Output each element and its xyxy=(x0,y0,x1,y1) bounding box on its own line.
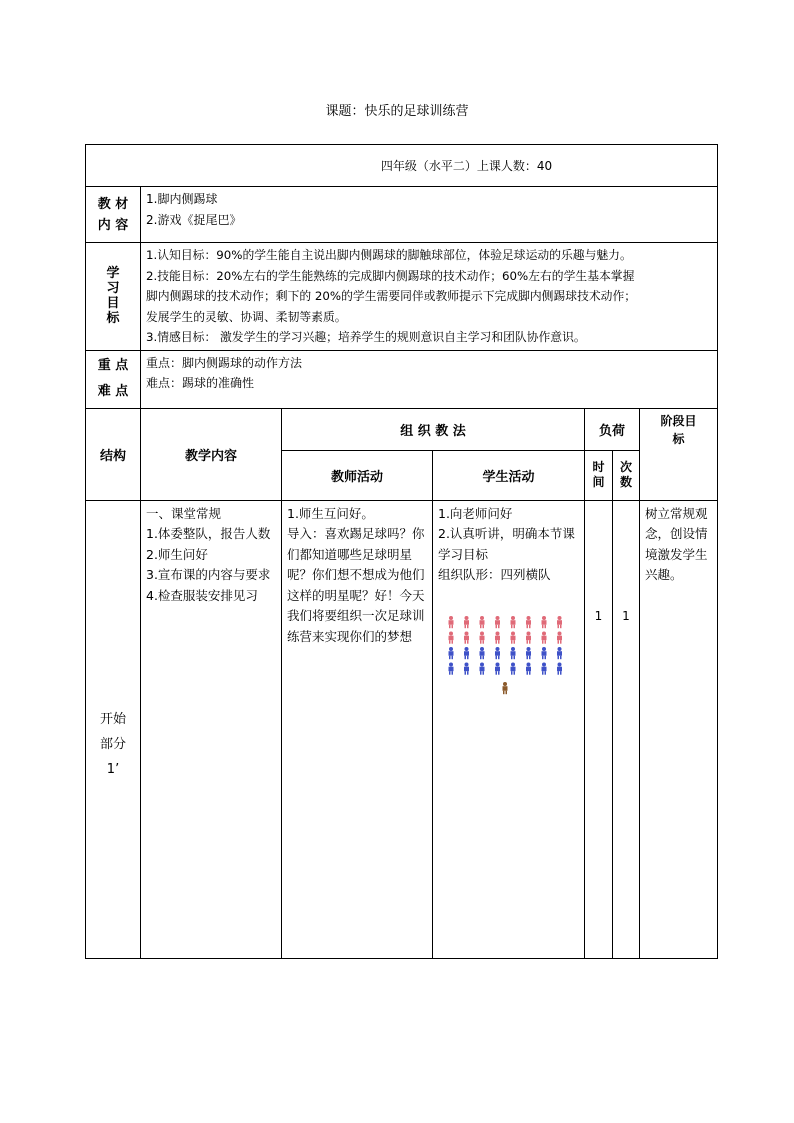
objectives-content xyxy=(141,243,718,351)
student-icon xyxy=(511,647,516,659)
student-icon xyxy=(526,631,531,643)
student-icon xyxy=(557,662,562,674)
start-structure xyxy=(86,500,141,958)
time-text: 时间 xyxy=(592,460,605,489)
content-line: 2.师生问好 xyxy=(146,546,208,562)
stage-goal-text: 阶段目标 xyxy=(660,413,697,446)
student-icon xyxy=(495,662,500,674)
header-stage-goal xyxy=(640,408,718,500)
student-icon xyxy=(495,616,500,628)
student-icon xyxy=(495,647,500,659)
student-icon xyxy=(464,616,469,628)
formation-diagram xyxy=(444,614,569,704)
objectives-label xyxy=(86,243,141,351)
student-icon xyxy=(464,631,469,643)
student-icon xyxy=(449,616,454,628)
student-icon xyxy=(526,647,531,659)
student-icon xyxy=(480,616,485,628)
teacher-line: 1.师生互问好。 xyxy=(287,505,374,521)
key-point: 重点：脚内侧踢球的动作方法 xyxy=(146,355,303,370)
start-section-row xyxy=(86,500,718,958)
structure-line: 开始 xyxy=(99,711,126,727)
objectives-label-char: 习 xyxy=(106,281,120,297)
header-teacher: 教师活动 xyxy=(282,450,433,500)
content-line: 1.体委整队，报告人数 xyxy=(146,526,271,541)
start-count: 1 xyxy=(613,500,640,958)
materials-label xyxy=(86,187,141,243)
teacher-line: 导入：喜欢踢足球吗？你们都知道哪些足球明星呢？你们想不想成为他们这样的明星呢？好！今天我们将要组织一次足球训练营来实现你们的梦想 xyxy=(287,526,425,644)
materials-label-line2: 内 容 xyxy=(97,217,129,233)
student-icon xyxy=(542,616,547,628)
student-icon xyxy=(542,647,547,659)
student-icon xyxy=(449,631,454,643)
student-icon xyxy=(542,662,547,674)
grade-line: 四年级（水平二）上课人数：40 xyxy=(380,159,553,173)
difficult-point: 难点：踢球的准确性 xyxy=(146,376,255,390)
keypoints-label-line1: 重 点 xyxy=(97,358,129,373)
content-line: 4.检查服装安排见习 xyxy=(146,587,258,603)
objectives-label-char: 学 xyxy=(106,266,120,282)
student-icon xyxy=(511,631,516,643)
student-icon xyxy=(480,647,485,659)
student-icon xyxy=(449,662,454,674)
student-icon xyxy=(464,662,469,674)
start-goal: 树立常规观念，创设情境激发学生兴趣。 xyxy=(640,500,718,958)
student-icon xyxy=(557,647,562,659)
student-icon xyxy=(557,631,562,643)
start-teacher-activity xyxy=(282,500,433,958)
content-line: 3.宣布课的内容与要求 xyxy=(146,567,271,582)
header-structure: 结构 xyxy=(86,408,141,500)
header-count xyxy=(613,450,640,500)
page-title: 课题：快乐的足球训练营 xyxy=(325,104,469,119)
student-icon xyxy=(557,616,562,628)
materials-content xyxy=(141,187,718,243)
objective-line: 1.认知目标：90%的学生能自主说出脚内侧踢球的脚触球部位，体验足球运动的乐趣与魅力。 xyxy=(146,248,632,262)
keypoints-label-line2: 难 点 xyxy=(97,384,129,399)
grade-row xyxy=(86,145,718,187)
keypoints-content xyxy=(141,350,718,408)
student-icon xyxy=(480,631,485,643)
student-icon xyxy=(526,662,531,674)
student-line: 2.认真听讲，明确本节课学习目标 xyxy=(438,526,575,562)
student-line: 1.向老师问好 xyxy=(438,505,513,521)
start-time: 1 xyxy=(585,500,613,958)
student-icon xyxy=(511,616,516,628)
material-item: 2.游戏《捉尾巴》 xyxy=(146,212,242,227)
student-icon xyxy=(542,631,547,643)
header-time xyxy=(585,450,613,500)
student-icon xyxy=(511,662,516,674)
structure-line: 部分 xyxy=(99,736,126,752)
content-line: 一、课堂常规 xyxy=(146,505,222,521)
header-student: 学生活动 xyxy=(433,450,585,500)
objectives-label-char: 目 xyxy=(106,296,120,312)
start-student-activity xyxy=(433,500,585,958)
student-icon xyxy=(480,662,485,674)
student-icon xyxy=(526,616,531,628)
structure-line: 1’ xyxy=(106,761,120,777)
student-icon xyxy=(449,647,454,659)
start-content xyxy=(141,500,282,958)
material-item: 1.脚内侧踢球 xyxy=(146,192,218,206)
header-content: 教学内容 xyxy=(141,408,282,500)
keypoints-label xyxy=(86,350,141,408)
lesson-plan-table xyxy=(85,144,718,959)
header-organization: 组 织 教 法 xyxy=(282,408,585,450)
student-icon xyxy=(464,647,469,659)
materials-label-line1: 教 材 xyxy=(97,196,129,212)
header-load: 负荷 xyxy=(585,408,640,450)
student-line: 组织队形：四列横队 xyxy=(438,567,551,582)
objective-line: 2.技能目标：20%左右的学生能熟练的完成脚内侧踢球的技术动作；60%左右的学生基本掌握 xyxy=(146,268,635,283)
objective-line: 3.情感目标： 激发学生的学习兴趣；培养学生的规则意识自主学习和团队协作意识。 xyxy=(146,330,586,344)
objectives-label-char: 标 xyxy=(106,311,120,327)
objective-line: 脚内侧踢球的技术动作；剩下的 20%的学生需要同伴或教师提示下完成脚内侧踢球技术动作； xyxy=(146,289,637,303)
count-text: 次数 xyxy=(619,460,632,489)
teacher-icon xyxy=(503,682,508,694)
objective-line: 发展学生的灵敏、协调、柔韧等素质。 xyxy=(146,309,347,324)
student-icon xyxy=(495,631,500,643)
